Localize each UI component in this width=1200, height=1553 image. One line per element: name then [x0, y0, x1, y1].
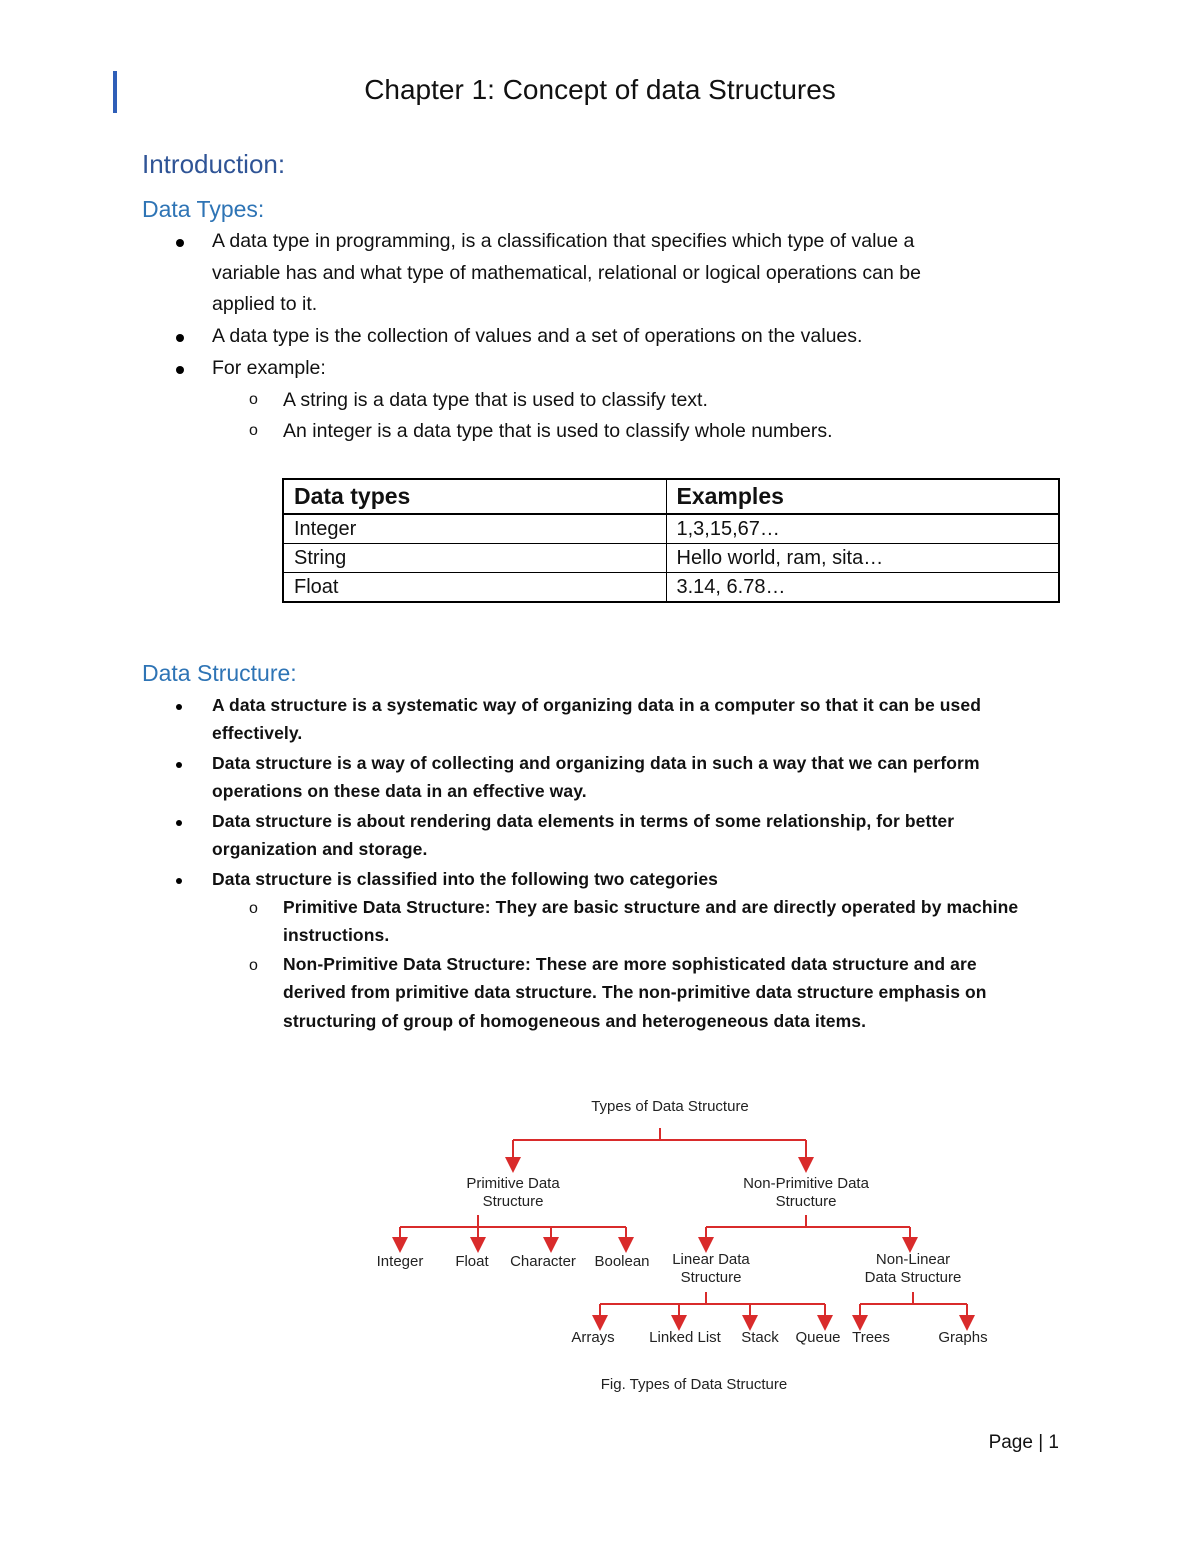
- sub-bullet-marker: o: [249, 391, 258, 408]
- list-item: Data structure is classified into the following two categories: [212, 869, 719, 889]
- diagram-leaf-label: Queue: [795, 1329, 841, 1346]
- sub-bullet-marker: o: [249, 957, 258, 974]
- diagram-leaf-label: Graphs: [938, 1329, 988, 1346]
- table-row: [283, 573, 1059, 603]
- diagram-leaf-label: Arrays: [571, 1329, 615, 1346]
- diagram-nonprimitive-label: Non-Primitive Data: [743, 1175, 869, 1192]
- introduction-heading: Introduction:: [142, 149, 286, 179]
- sub-list-item: instructions.: [283, 925, 390, 945]
- bullet-icon: [176, 878, 182, 884]
- diagram-root-label: Types of Data Structure: [591, 1098, 749, 1115]
- diagram-leaf-label: Trees: [852, 1329, 890, 1346]
- sub-list-item: [283, 897, 1018, 918]
- nonprimitive-label: Non-Primitive Data Structure:: [283, 954, 531, 974]
- diagram-leaf-label: Float: [455, 1253, 489, 1270]
- list-item: Data structure is a way of collecting and organizing data in such a way that we can perform: [212, 753, 980, 773]
- table-header-row: [283, 479, 1059, 514]
- data-structure-heading: Data Structure:: [142, 660, 297, 686]
- diagram-leaf-label: Character: [510, 1253, 576, 1270]
- table-row: [283, 544, 1059, 573]
- primitive-label: Primitive Data Structure:: [283, 897, 491, 917]
- table-header-cell: Examples: [666, 479, 1059, 514]
- table-header-cell: Data types: [283, 479, 666, 514]
- table-cell: String: [283, 544, 666, 573]
- diagram-linear-label: Linear Data: [672, 1251, 750, 1268]
- table-cell: Float: [283, 573, 666, 603]
- sub-list-item: [283, 954, 977, 975]
- sub-list-item: derived from primitive data structure. The non-primitive data structure emphasis on: [283, 982, 987, 1002]
- bullet-icon: [176, 366, 184, 374]
- tree-connectors: [400, 1128, 967, 1323]
- list-item: A data type in programming, is a classification that specifies which type of value a: [212, 230, 915, 252]
- bullet-icon: [176, 820, 182, 826]
- page-title: Chapter 1: Concept of data Structures: [364, 74, 836, 105]
- list-item: A data type is the collection of values and a set of operations on the values.: [212, 325, 863, 347]
- diagram-leaf-label: Stack: [741, 1329, 779, 1346]
- table-row: [283, 514, 1059, 544]
- bullet-icon: [176, 239, 184, 247]
- bullet-icon: [176, 704, 182, 710]
- list-item: For example:: [212, 357, 326, 379]
- data-types-table: [282, 478, 1060, 603]
- page-number: Page | 1: [988, 1432, 1059, 1453]
- nonprimitive-text: These are more sophisticated data structure and are: [530, 954, 977, 974]
- list-item: effectively.: [212, 723, 303, 743]
- diagram-primitive-label: Structure: [482, 1193, 544, 1210]
- diagram-linear-label: Structure: [680, 1269, 742, 1286]
- list-item: applied to it.: [212, 293, 318, 315]
- list-item: A data structure is a systematic way of organizing data in a computer so that it can be used: [212, 695, 982, 715]
- list-item: variable has and what type of mathematical, relational or logical operations can be: [212, 262, 921, 284]
- sub-bullet-marker: o: [249, 422, 258, 439]
- table-cell: Integer: [283, 514, 666, 544]
- table-cell: Hello world, ram, sita…: [666, 544, 1059, 573]
- sub-bullet-marker: o: [249, 900, 258, 917]
- diagram-primitive-label: Primitive Data: [466, 1175, 560, 1192]
- diagram-caption: Fig. Types of Data Structure: [600, 1376, 788, 1393]
- list-item: Data structure is about rendering data elements in terms of some relationship, for better: [212, 811, 955, 831]
- sub-list-item: structuring of group of homogeneous and heterogeneous data items.: [283, 1011, 867, 1031]
- list-item: organization and storage.: [212, 839, 428, 859]
- diagram-leaf-label: Linked List: [649, 1329, 721, 1346]
- list-item: operations on these data in an effective way.: [212, 781, 587, 801]
- diagram-nonlinear-label: Non-Linear: [875, 1251, 951, 1268]
- diagram-leaf-label: Integer: [376, 1253, 424, 1270]
- bullet-icon: [176, 334, 184, 342]
- sub-list-item: A string is a data type that is used to classify text.: [283, 389, 708, 411]
- bullet-icon: [176, 762, 182, 768]
- table-cell: 3.14, 6.78…: [666, 573, 1059, 603]
- diagram-nonprimitive-label: Structure: [775, 1193, 837, 1210]
- primitive-text: They are basic structure and are directly operated by machine: [490, 897, 1019, 917]
- diagram-leaf-label: Boolean: [594, 1253, 650, 1270]
- data-types-heading: Data Types:: [142, 196, 265, 222]
- diagram-nonlinear-label: Data Structure: [864, 1269, 962, 1286]
- table-cell: 1,3,15,67…: [666, 514, 1059, 544]
- data-structure-tree-diagram: [360, 1088, 1020, 1403]
- sub-list-item: An integer is a data type that is used to classify whole numbers.: [283, 420, 833, 442]
